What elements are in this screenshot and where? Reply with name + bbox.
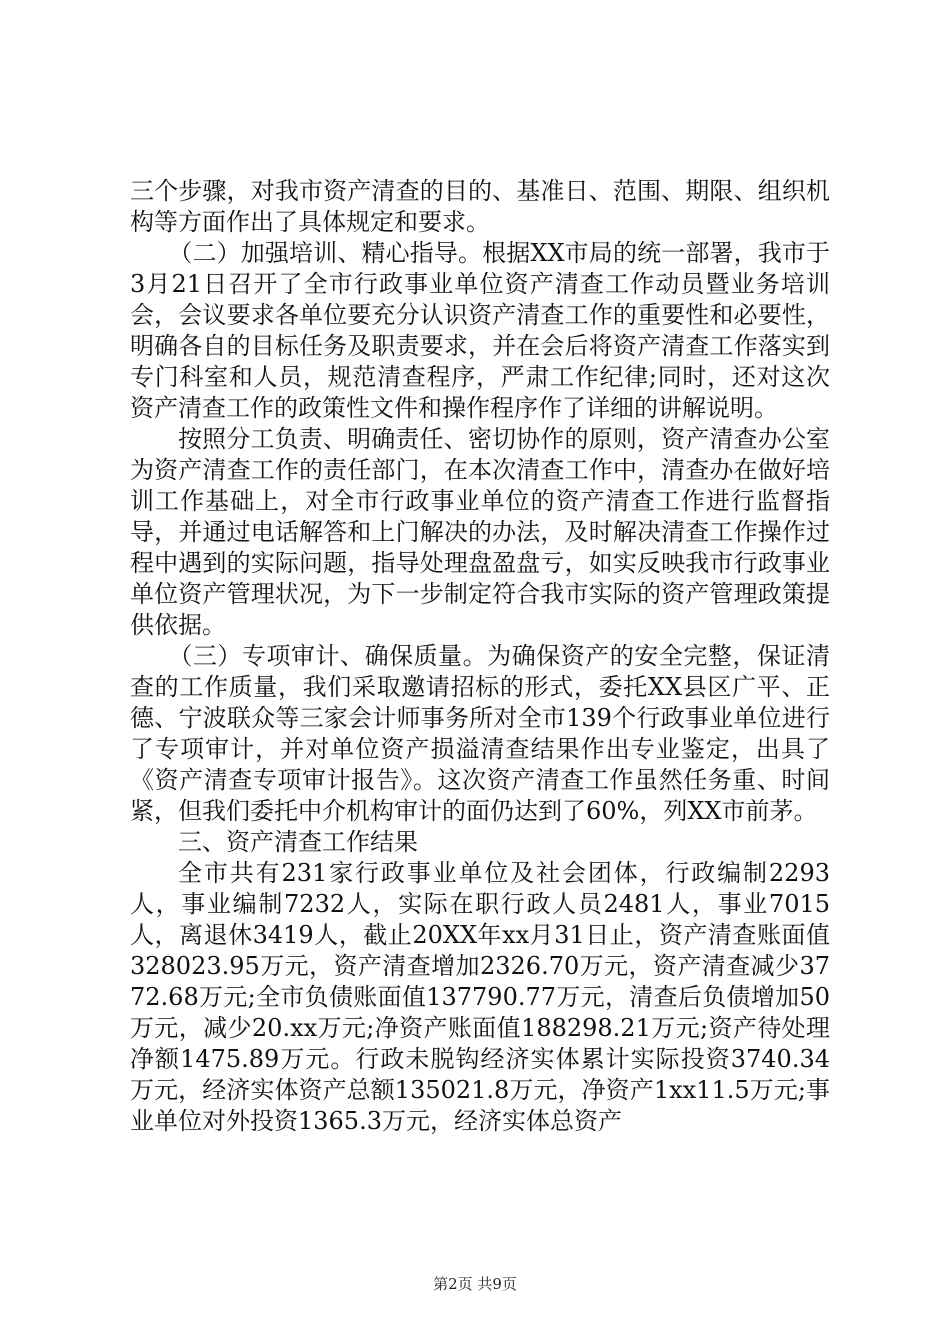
paragraph-special-audit: （三）专项审计、确保质量。为确保资产的安全完整，保证清查的工作质量，我们采取邀请招标的形式，委托XX县区广平、正德、宁波联众等三家会计师事务所对全市139个行政事业单位进行了专项审计，并对单位资产损溢清查结果作出专业鉴定，出具了《资产清查专项审计报告》。这次资产清查工作虽然任务重、时间紧，但我们委托中介机构审计的面仍达到了60%，列XX市前茅。	[130, 642, 830, 825]
page-footer: 第2页 共9页	[433, 1275, 517, 1293]
document-body	[130, 176, 830, 1137]
section-heading-results: 三、资产清查工作结果	[178, 828, 418, 856]
paragraph-training-guidance: （二）加强培训、精心指导。根据XX市局的统一部署，我市于3月21日召开了全市行政事业单位资产清查工作动员暨业务培训会，会议要求各单位要充分认识资产清查工作的重要性和必要性，明确各自的目标任务及职责要求，并在会后将资产清查工作落实到专门科室和人员，规范清查程序，严肃工作纪律;同时，还对这次资产清查工作的政策性文件和操作程序作了详细的讲解说明。	[130, 239, 830, 422]
paragraph-continuation: 三个步骤，对我市资产清查的目的、基准日、范围、期限、组织机构等方面作出了具体规定和要求。	[130, 177, 830, 236]
paragraph-results: 全市共有231家行政事业单位及社会团体，行政编制2293人，事业编制7232人，实际在职行政人员2481人，事业7015人，离退休3419人，截止20XX年xx月31日止，资产清查账面值328023.95万元，资产清查增加2326.70万元，资产清查减少3772.68万元;全市负债账面值137790.77万元，清查后负债增加50万元，减少20.xx万元;净资产账面值188298.21万元;资产待处理净额1475.89万元。行政未脱钩经济实体累计实际投资3740.34万元，经济实体资产总额135021.8万元，净资产1xx11.5万元;事业单位对外投资1365.3万元，经济实体总资产	[130, 859, 830, 1135]
paragraph-division-of-labor: 按照分工负责、明确责任、密切协作的原则，资产清查办公室为资产清查工作的责任部门，在本次清查工作中，清查办在做好培训工作基础上，对全市行政事业单位的资产清查工作进行监督指导，并通过电话解答和上门解决的办法，及时解决清查工作操作过程中遇到的实际问题，指导处理盘盈盘亏，如实反映我市行政事业单位资产管理状况，为下一步制定符合我市实际的资产管理政策提供依据。	[130, 425, 830, 639]
